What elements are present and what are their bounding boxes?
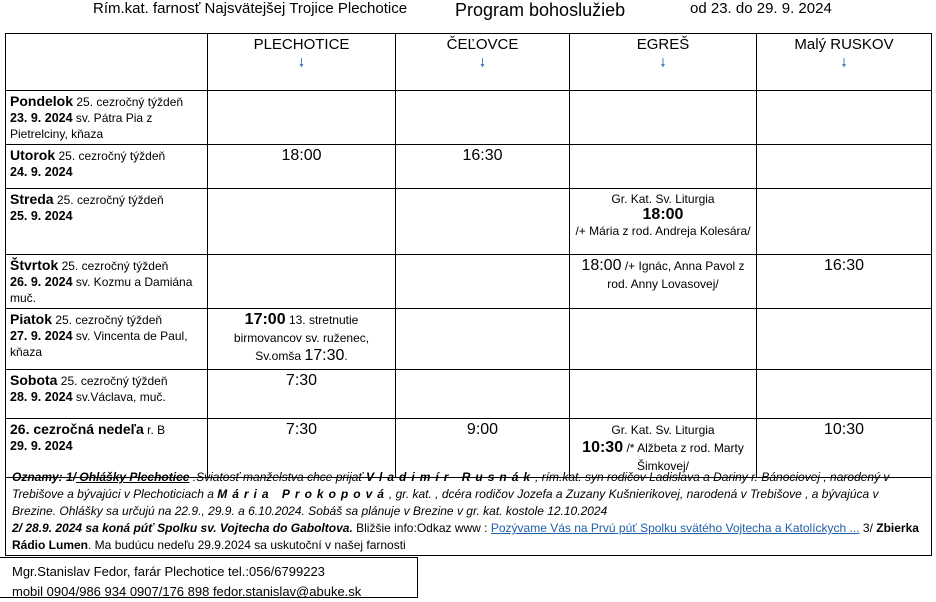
mass-cell: 18:00 /+ Ignác, Anna Pavol z rod. Anny Lovasovej/: [570, 255, 757, 309]
day-cell-saturday: Sobota 25. cezročný týždeň 28. 9. 2024 sv.Václava, muč.: [6, 370, 208, 419]
mass-time: 9:00: [396, 419, 570, 478]
day-cell-monday: Pondelok 25. cezročný týždeň 23. 9. 2024 sv. Pátra Pia z Pietrelciny, kňaza: [6, 91, 208, 145]
day-cell-thursday: Štvrtok 25. cezročný týždeň 26. 9. 2024 sv. Kozmu a Damiána muč.: [6, 255, 208, 309]
day-cell-tuesday: Utorok 25. cezročný týždeň 24. 9. 2024: [6, 145, 208, 189]
corner-cell: [6, 34, 208, 91]
arrow-down-icon: 🠗: [841, 56, 847, 70]
schedule-table: [5, 33, 932, 478]
arrow-down-icon: 🠗: [479, 56, 486, 70]
arrow-down-icon: 🠗: [298, 56, 305, 70]
column-header-plechotice: PLECHOTICE 🠗: [208, 34, 396, 91]
signature-line-2: mobil 0904/986 934 0907/176 898 fedor.stanislav@abuke.sk: [12, 584, 362, 599]
pilgrimage-link[interactable]: Pozývame Vás na Prvú púť Spolku svätého Vojtecha a Katolíckych ...: [490, 521, 860, 535]
column-header-maly-ruskov: Malý RUSKOV 🠗: [757, 34, 932, 91]
table-edge-mark: [931, 90, 932, 110]
mass-time: 10:30: [757, 419, 932, 478]
date-range: od 23. do 29. 9. 2024: [690, 0, 832, 17]
liturgy-cell: Gr. Kat. Sv. Liturgia 10:30 /* Alžbeta z rod. Marty Šimkovej/: [570, 419, 757, 478]
mass-time: 18:00: [208, 145, 396, 189]
parish-title: Rím.kat. farnosť Najsvätejšej Trojice Plechotice: [93, 0, 408, 17]
table-row: [6, 309, 932, 370]
arrow-down-icon: 🠗: [660, 56, 666, 70]
mass-time: 7:30: [208, 370, 396, 419]
program-title: Program bohoslužieb: [455, 0, 626, 20]
table-row: [6, 189, 932, 255]
day-cell-friday: Piatok 25. cezročný týždeň 27. 9. 2024 sv. Vincenta de Paul, kňaza: [6, 309, 208, 370]
mass-time: 7:30: [208, 419, 396, 478]
table-row: [6, 255, 932, 309]
column-header-row: [6, 34, 932, 91]
day-cell-wednesday: Streda 25. cezročný týždeň 25. 9. 2024: [6, 189, 208, 255]
groom-name: Vladimír Rusnák: [366, 470, 536, 484]
column-header-egres: EGREŠ 🠗: [570, 34, 757, 91]
table-row: [6, 91, 932, 145]
announcements: Oznamy: 1/ Ohlášky Plechotice .Sviatosť manželstva chce prijať Vladimír Rusnák, rím.kat. syn rodičov Ladislava a Dariny r. Bánociovej , narodený v Trebišove a bývajúci v Plechoticiach a Mária Prokopová, gr. kat. , dcéra rodičov Jozefa a Zuzany Kušnierikovej, narodená v Trebišove , a bývajúca v Brezine. Ohlášky sa určujú na 22.9., 29.9. a 6.10.2024. Sobáš sa plánuje v Brezine v gr. kat. kostole 12.10.2024 2/ 28.9. 2024 sa koná púť Spolku sv. Vojtecha do Gaboltova. Bližšie info:Odkaz www : Pozývame Vás na Prvú púť Spolku svätého Vojtecha a Katolíckych ... 3/ Zbierka Rádio Lumen. Ma budúcu nedeľu 29.9.2024 sa uskutoční v našej farnosti: [5, 469, 932, 556]
signature-box: [0, 557, 418, 598]
day-cell-sunday: 26. cezročná nedeľa r. B 29. 9. 2024: [6, 419, 208, 478]
liturgy-cell: Gr. Kat. Sv. Liturgia 18:00 /+ Mária z rod. Andreja Kolesára/: [570, 189, 757, 255]
signature-line-1: Mgr.Stanislav Fedor, farár Plechotice tel.:056/6799223: [12, 564, 325, 579]
column-header-celovce: ČEĽOVCE 🠗: [396, 34, 570, 91]
bride-name: Mária Prokopová: [217, 487, 389, 501]
mass-time: 16:30: [396, 145, 570, 189]
mass-time: 16:30: [757, 255, 932, 309]
mass-cell: 17:00 13. stretnutie birmovancov sv. ruženec, Sv.omša 17:30.: [208, 309, 396, 370]
table-row: [6, 370, 932, 419]
document-header: [0, 0, 936, 22]
table-row: [6, 145, 932, 189]
